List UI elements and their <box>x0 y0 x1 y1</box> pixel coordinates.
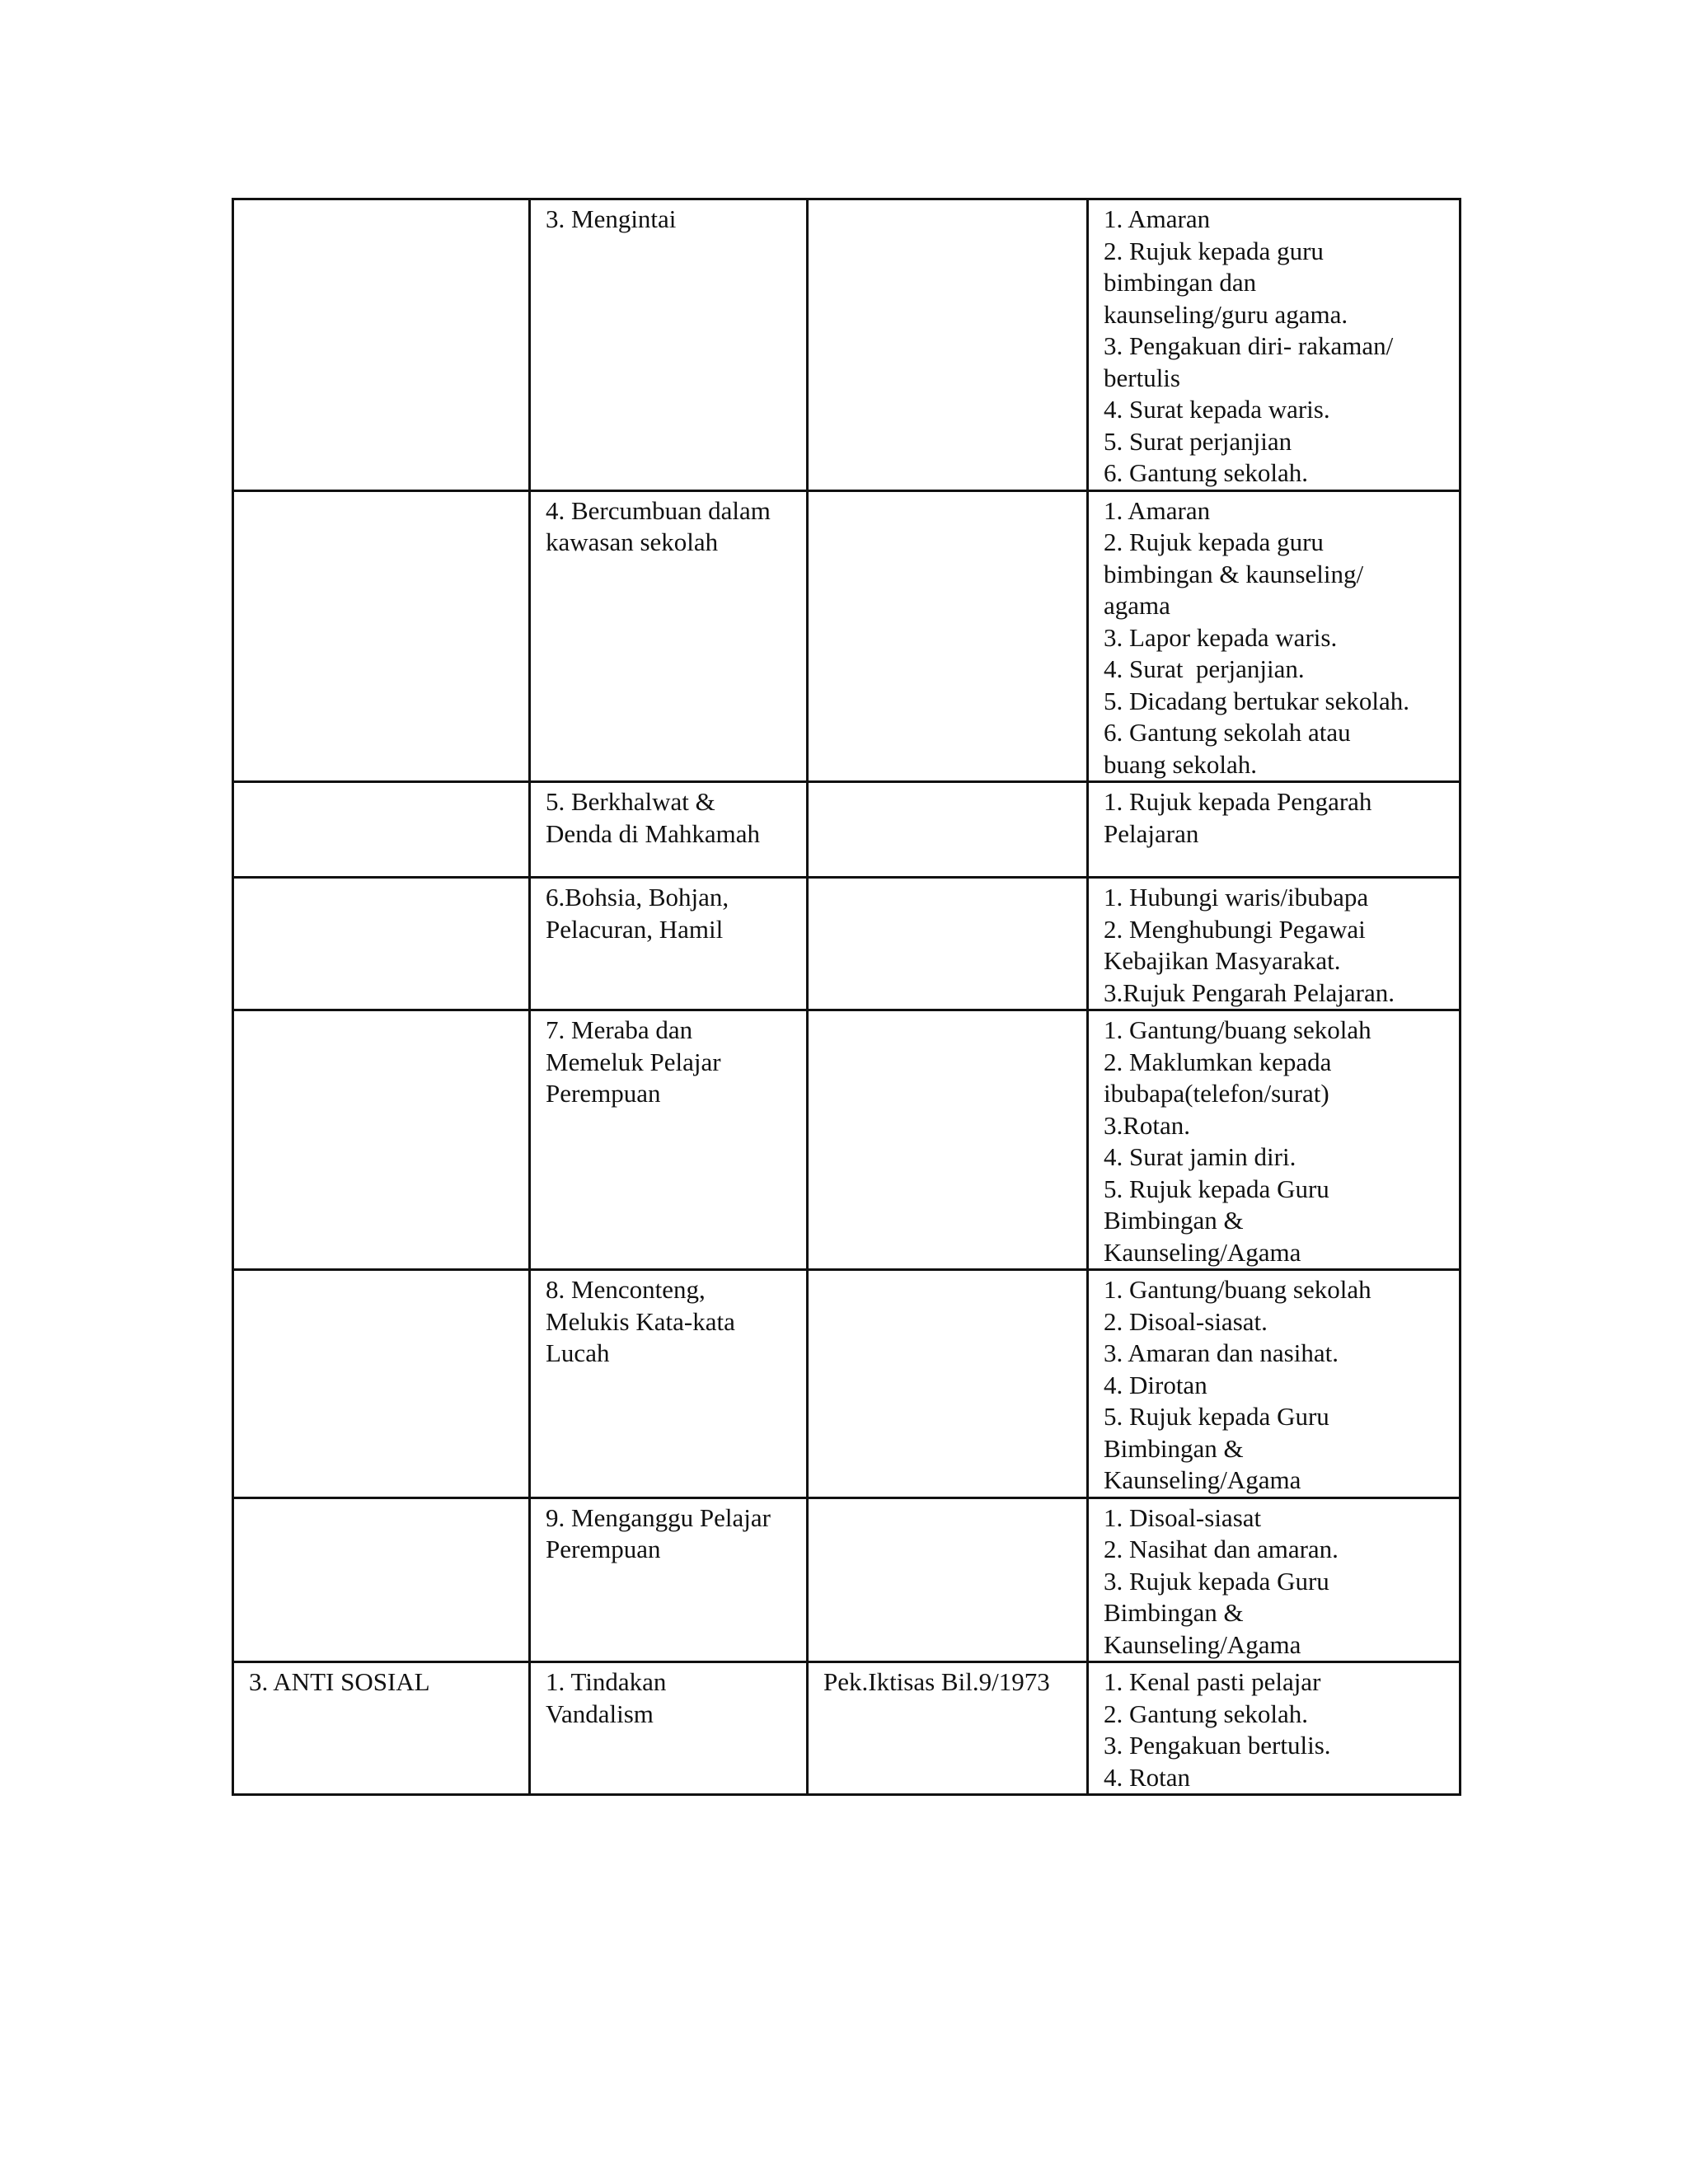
action-line: 2. Menghubungi Pegawai <box>1104 914 1366 944</box>
action-line: 3. Amaran dan nasihat. <box>1104 1338 1339 1367</box>
action-line: 3. Lapor kepada waris. <box>1104 622 1338 652</box>
action-line: 6. Gantung sekolah. <box>1104 458 1308 487</box>
action-line: 3. Pengakuan diri- rakaman/ <box>1104 331 1394 360</box>
table-row <box>233 1662 1461 1795</box>
offense-line: 5. Berkhalwat & <box>546 787 715 816</box>
action-line: kaunseling/guru agama. <box>1104 299 1348 329</box>
action-line: 1. Rujuk kepada Pengarah <box>1104 787 1372 816</box>
action-line: 4. Rotan <box>1104 1762 1191 1792</box>
offense-line: Perempuan <box>546 1079 661 1108</box>
offense-line: Lucah <box>546 1338 610 1367</box>
action-line: Bimbingan & <box>1104 1206 1244 1235</box>
offense-cell <box>530 1662 808 1795</box>
action-line: 4. Dirotan <box>1104 1370 1207 1399</box>
action-line: agama <box>1104 591 1170 620</box>
offense-line: Pelacuran, Hamil <box>546 914 724 944</box>
reference-text: Pek.Iktisas Bil.9/1973 <box>823 1667 1050 1696</box>
action-line: 1. Amaran <box>1104 204 1211 233</box>
reference-cell <box>808 1270 1088 1498</box>
reference-cell <box>808 1010 1088 1270</box>
action-line: 1. Gantung/buang sekolah <box>1104 1015 1372 1044</box>
action-line: 5. Rujuk kepada Guru <box>1104 1174 1329 1203</box>
action-line: 1. Hubungi waris/ibubapa <box>1104 883 1369 912</box>
offense-line: kawasan sekolah <box>546 527 719 556</box>
action-line: 1. Kenal pasti pelajar <box>1104 1667 1321 1696</box>
action-line: 2. Disoal-siasat. <box>1104 1306 1268 1336</box>
offense-cell <box>530 1270 808 1498</box>
table-row <box>233 1010 1461 1270</box>
action-line: Pelajaran <box>1104 818 1199 848</box>
offense-line: 8. Menconteng, <box>546 1275 706 1304</box>
action-line: 3. Rujuk kepada Guru <box>1104 1566 1329 1596</box>
offense-line: Denda di Mahkamah <box>546 818 760 848</box>
reference-cell <box>808 1497 1088 1662</box>
category-cell <box>233 1270 530 1498</box>
action-line: 3.Rotan. <box>1104 1110 1191 1140</box>
offense-line: Melukis Kata-kata <box>546 1306 735 1336</box>
action-line: 2. Nasihat dan amaran. <box>1104 1535 1339 1563</box>
action-line: Kaunseling/Agama <box>1104 1237 1301 1267</box>
action-cell <box>1088 782 1461 878</box>
action-line: buang sekolah. <box>1104 749 1257 779</box>
action-cell <box>1088 1662 1461 1795</box>
offense-line: 9. Menganggu Pelajar <box>546 1502 771 1532</box>
action-line: 1. Disoal-siasat <box>1104 1502 1262 1532</box>
action-line: 2. Maklumkan kepada <box>1104 1047 1332 1076</box>
reference-cell <box>808 1662 1088 1795</box>
action-line: 4. Surat jamin diri. <box>1104 1142 1296 1171</box>
offense-line: Vandalism <box>546 1699 654 1728</box>
offense-cell <box>530 1010 808 1270</box>
action-line: 4. Surat perjanjian. <box>1104 654 1305 683</box>
action-line: 6. Gantung sekolah atau <box>1104 718 1351 747</box>
category-cell <box>233 782 530 878</box>
action-line: Bimbingan & <box>1104 1598 1244 1627</box>
action-line: 3.Rujuk Pengarah Pelajaran. <box>1104 977 1395 1007</box>
action-line: 1. Amaran <box>1104 495 1211 525</box>
action-line: bimbingan & kaunseling/ <box>1104 559 1364 588</box>
action-cell <box>1088 878 1461 1010</box>
reference-cell <box>808 490 1088 782</box>
action-line: 5. Dicadang bertukar sekolah. <box>1104 686 1410 715</box>
offense-line: Memeluk Pelajar <box>546 1047 721 1076</box>
action-line: 4. Surat kepada waris. <box>1104 395 1330 424</box>
offense-line: 7. Meraba dan <box>546 1015 693 1044</box>
action-cell <box>1088 1010 1461 1270</box>
offense-cell <box>530 199 808 491</box>
action-line: 5. Rujuk kepada Guru <box>1104 1402 1329 1431</box>
action-line: 5. Surat perjanjian <box>1104 426 1292 456</box>
category-text: 3. ANTI SOSIAL <box>249 1667 430 1696</box>
reference-cell <box>808 878 1088 1010</box>
category-cell <box>233 1010 530 1270</box>
offense-cell <box>530 490 808 782</box>
action-line: 2. Rujuk kepada guru <box>1104 527 1324 556</box>
action-line: 2. Gantung sekolah. <box>1104 1699 1308 1728</box>
offense-cell <box>530 782 808 878</box>
table-row <box>233 878 1461 1010</box>
action-cell <box>1088 199 1461 491</box>
offense-cell <box>530 878 808 1010</box>
action-line: 3. Pengakuan bertulis. <box>1104 1731 1331 1760</box>
offense-line: 4. Bercumbuan dalam <box>546 495 771 525</box>
action-line: bertulis <box>1104 363 1180 392</box>
reference-cell <box>808 199 1088 491</box>
category-cell <box>233 490 530 782</box>
action-line: Kaunseling/Agama <box>1104 1465 1301 1494</box>
offense-cell <box>530 1497 808 1662</box>
action-line: ibubapa(telefon/surat) <box>1104 1079 1329 1108</box>
table-row <box>233 199 1461 491</box>
table-row <box>233 490 1461 782</box>
offense-line: 1. Tindakan <box>546 1667 667 1696</box>
action-line: bimbingan dan <box>1104 268 1257 297</box>
table-row <box>233 1497 1461 1662</box>
offense-line: 3. Mengintai <box>546 204 677 233</box>
reference-cell <box>808 782 1088 878</box>
discipline-table <box>232 198 1461 1796</box>
action-cell <box>1088 1497 1461 1662</box>
category-cell <box>233 878 530 1010</box>
action-line: Bimbingan & <box>1104 1433 1244 1463</box>
action-cell <box>1088 490 1461 782</box>
action-line: Kaunseling/Agama <box>1104 1629 1301 1659</box>
offense-line: Perempuan <box>546 1535 661 1563</box>
action-line: 2. Rujuk kepada guru <box>1104 236 1324 265</box>
table-row <box>233 1270 1461 1498</box>
offense-line: 6.Bohsia, Bohjan, <box>546 883 729 912</box>
category-cell <box>233 1662 530 1795</box>
table-row <box>233 782 1461 878</box>
category-cell <box>233 1497 530 1662</box>
category-cell <box>233 199 530 491</box>
action-cell <box>1088 1270 1461 1498</box>
action-line: Kebajikan Masyarakat. <box>1104 946 1341 975</box>
action-line: 1. Gantung/buang sekolah <box>1104 1275 1372 1304</box>
